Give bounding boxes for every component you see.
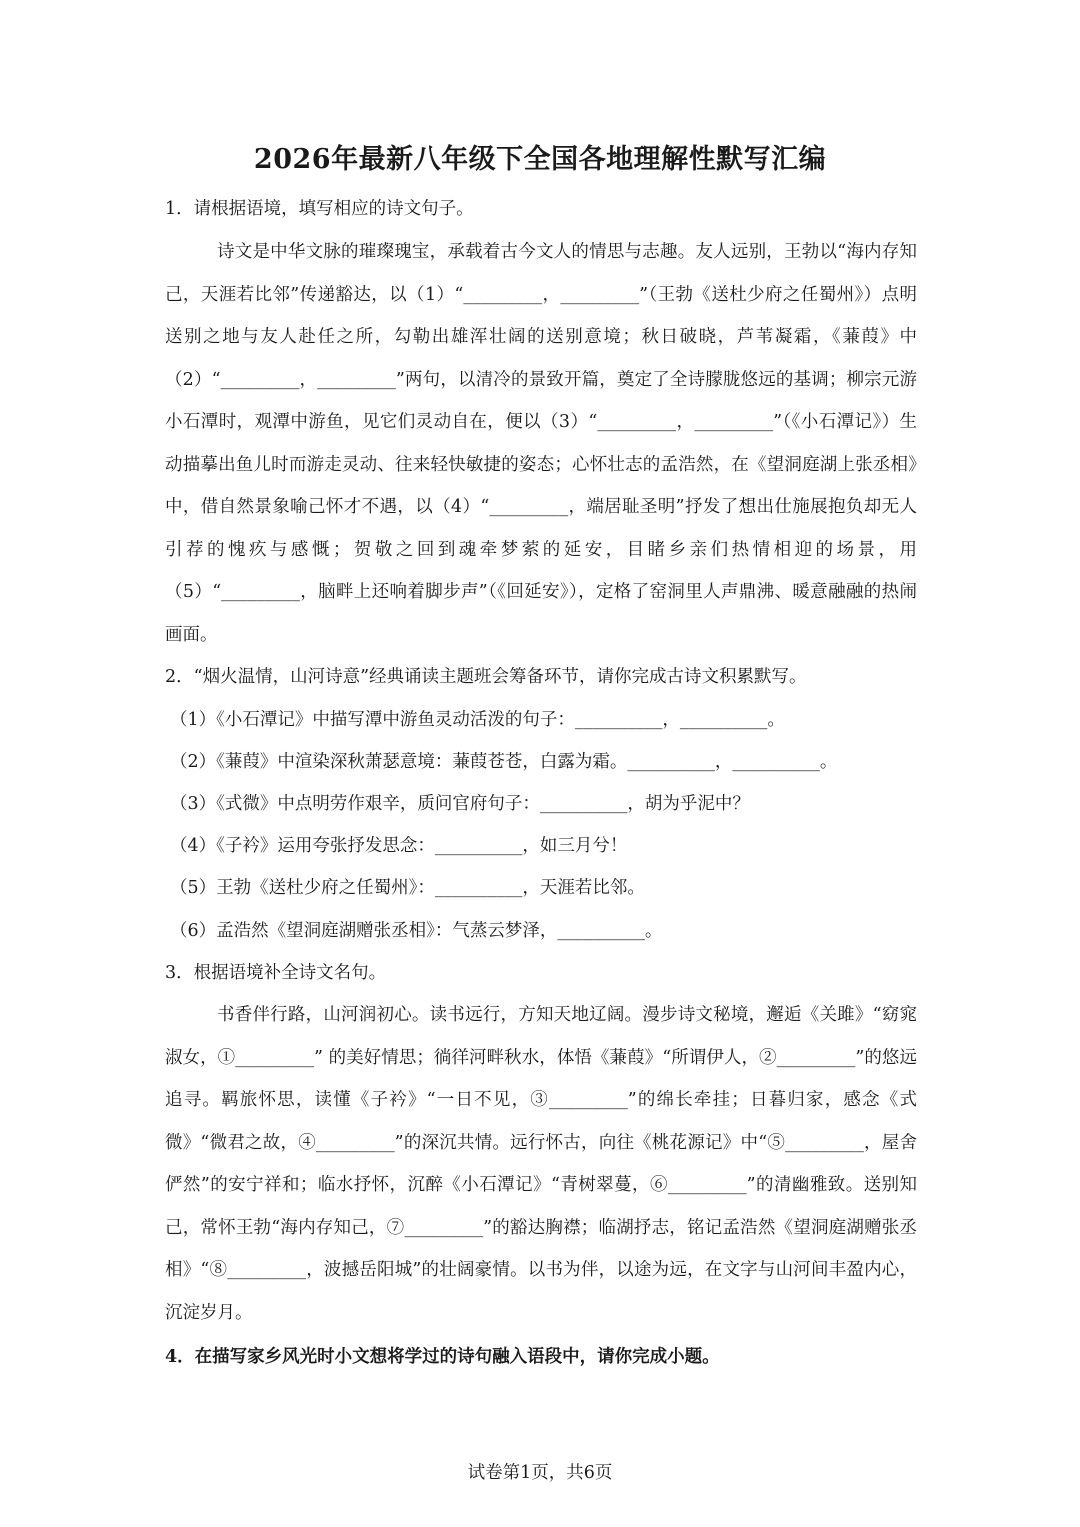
question-4-heading: 4．在描写家乡风光时小文想将学过的诗句融入语段中，请你完成小题。 [165,1347,720,1367]
question-2-item: （6）孟浩然《望洞庭湖赠张丞相》：气蒸云梦泽，__________。 [170,921,663,941]
question-1-paragraph: 诗文是中华文脉的璀璨瑰宝，承载着古今文人的情思与志趣。友人远别，王勃以“海内存知己，天涯若比邻”传递豁达，以（1）“_________，_________”（王勃《送杜少府之任蜀州》）点明送别之地与友人赴任之所，勾勒出雄浑壮阔的送别意境；秋日破晓，芦苇凝霜，《蒹葭》中（2）“_________，_________”两句，以清冷的景致开篇，奠定了全诗朦胧悠远的基调；柳宗元游小石潭时，观潭中游鱼，见它们灵动自在，便以（3）“_________，_________”（《小石潭记》）生动描摹出鱼儿时而游走灵动、往来轻快敏捷的姿态；心怀壮志的孟浩然，在《望洞庭湖上张丞相》中，借自然景象喻己怀才不遇，以（4）“_________，端居耻圣明”抒发了想出仕施展抱负却无人引荐的愧疚与感慨；贺敬之回到魂牵梦萦的延安，目睹乡亲们热情相迎的场景，用（5）“_________，脑畔上还响着脚步声”（《回延安》），定格了窑洞里人声鼎沸、暖意融融的热闹画面。 [165,242,917,645]
page-footer: 试卷第1页，共6页 [467,1463,613,1483]
question-2-item: （2）《蒹葭》中渲染深秋萧瑟意境：蒹葭苍苍，白露为霜。__________，__________。 [170,752,838,772]
question-2-item: （5）王勃《送杜少府之任蜀州》：__________，天涯若比邻。 [170,878,645,898]
question-1-heading: 1．请根据语境，填写相应的诗文句子。 [165,199,474,219]
question-2-heading: 2．“烟火温情，山河诗意”经典诵读主题班会筹备环节，请你完成古诗文积累默写。 [165,667,807,687]
question-3-passage [165,994,917,1334]
question-3-heading: 3．根据语境补全诗文名句。 [165,963,387,983]
question-2-item: （1）《小石潭记》中描写潭中游鱼灵动活泼的句子：__________，__________。 [170,710,785,730]
question-3-paragraph: 书香伴行路，山河润初心。读书远行，方知天地辽阔。漫步诗文秘境，邂逅《关雎》“窈窕淑女，①_________” 的美好情思；徜徉河畔秋水，体悟《蒹葭》“所谓伊人，②_________”的悠远追寻。羁旅怀思，读懂《子衿》“一日不见，③_________”的绵长牵挂；日暮归家，感念《式微》“微君之故，④_________”的深沉共情。远行怀古，向往《桃花源记》中“⑤_________，屋舍俨然”的安宁祥和；临水抒怀，沉醉《小石潭记》“青树翠蔓，⑥_________”的清幽雅致。送别知己，常怀王勃“海内存知己，⑦_________”的豁达胸襟；临湖抒志，铭记孟浩然《望洞庭湖赠张丞相》“⑧_________，波撼岳阳城”的壮阔豪情。以书为伴，以途为远，在文字与山河间丰盈内心，沉淀岁月。 [165,1005,917,1323]
page-title: 2026年最新八年级下全国各地理解性默写汇编 [253,144,827,175]
question-2-item: （3）《式微》中点明劳作艰辛，质问官府句子：__________，胡为乎泥中？ [170,794,750,814]
question-1-passage [165,231,917,656]
question-2-item: （4）《子衿》运用夸张抒发思念：__________，如三月兮！ [170,836,628,856]
